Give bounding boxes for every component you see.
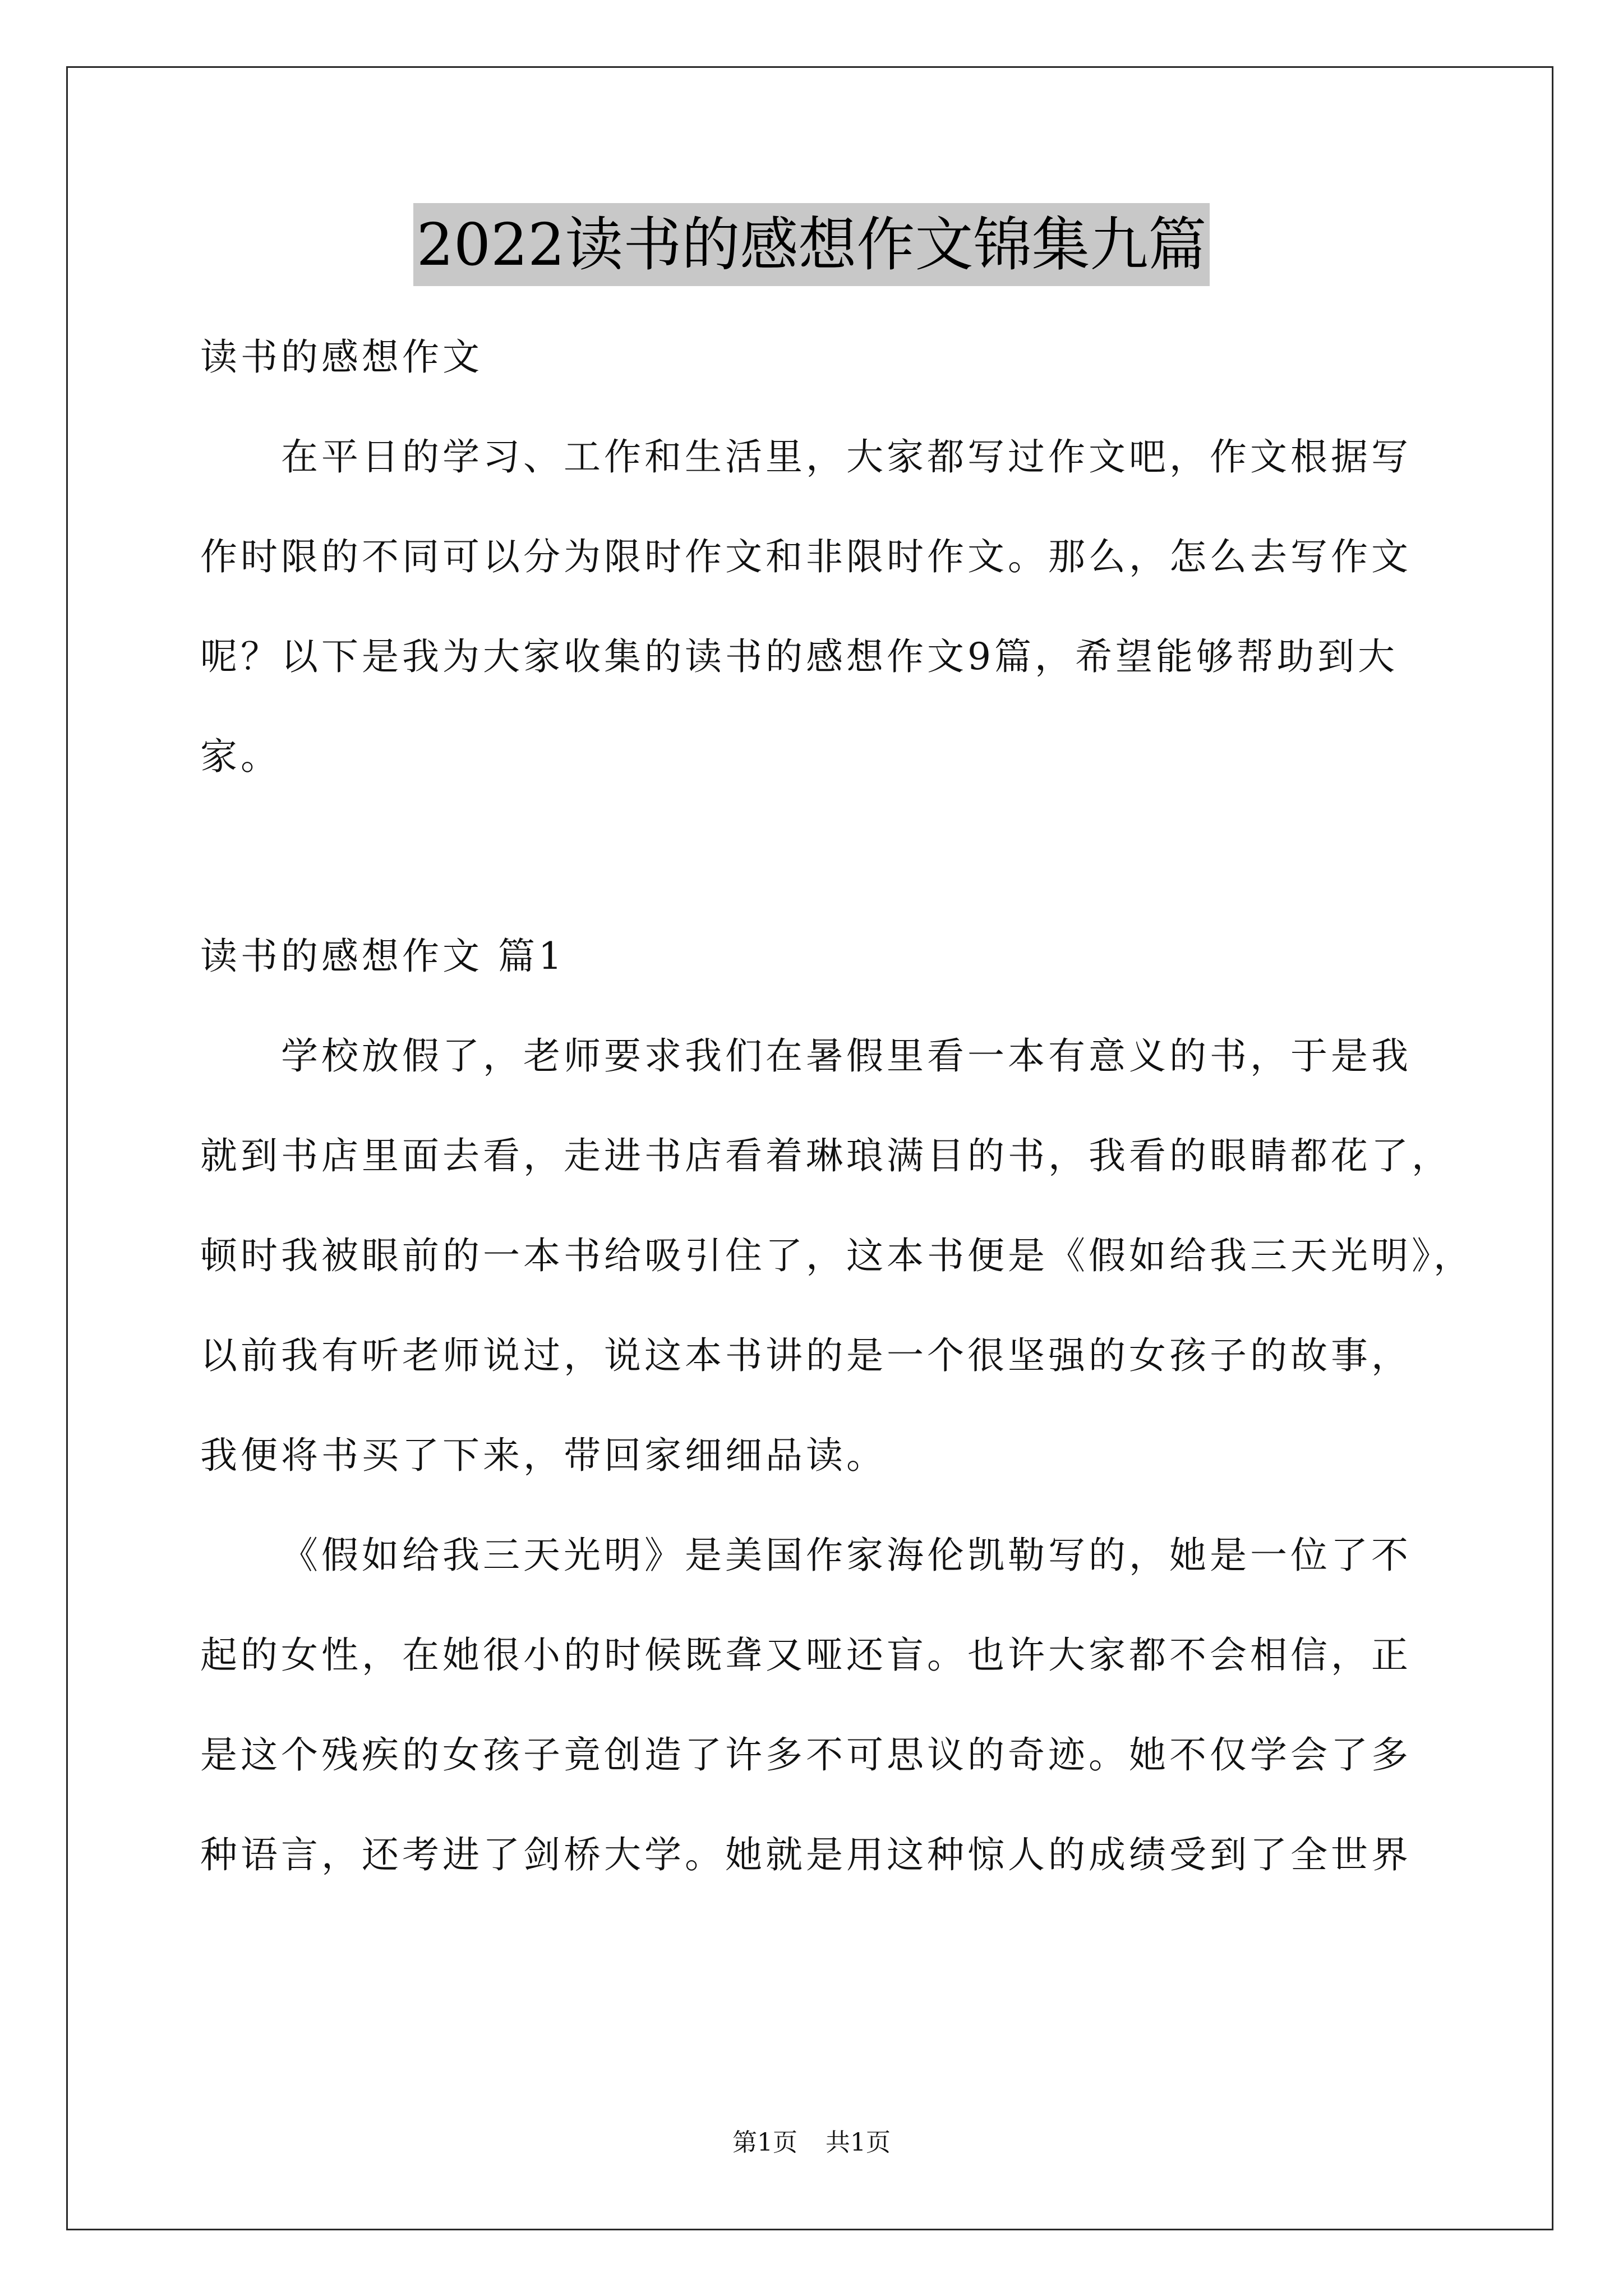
paragraph-line: 种语言，还考进了剑桥大学。她就是用这种惊人的成绩受到了全世界 (200, 1833, 1412, 1876)
page-total: 共1页 (826, 2128, 891, 2157)
intro-heading: 读书的感想作文 (200, 335, 483, 379)
paragraph-line: 是这个残疾的女孩子竟创造了许多不可思议的奇迹。她不仅学会了多 (200, 1733, 1412, 1777)
intro-line: 在平日的学习、工作和生活里，大家都写过作文吧，作文根据写 (281, 435, 1412, 478)
title-block (0, 203, 1623, 286)
paragraph-line: 我便将书买了下来，带回家细细品读。 (200, 1434, 887, 1477)
paragraph-line: 学校放假了，老师要求我们在暑假里看一本有意义的书，于是我 (281, 1034, 1412, 1078)
intro-line: 作时限的不同可以分为限时作文和非限时作文。那么，怎么去写作文 (200, 535, 1412, 578)
paragraph-line: 以前我有听老师说过，说这本书讲的是一个很坚强的女孩子的故事， (200, 1334, 1412, 1377)
paragraph-line: 《假如给我三天光明》是美国作家海伦凯勒写的，她是一位了不 (281, 1534, 1412, 1577)
paragraph-gap (200, 807, 1428, 907)
document-title: 2022读书的感想作文锦集九篇 (413, 203, 1210, 286)
section-heading: 读书的感想作文 篇1 (200, 935, 565, 978)
intro-line: 家。 (200, 735, 281, 778)
paragraph-line: 起的女性，在她很小的时候既聋又哑还盲。也许大家都不会相信，正 (200, 1634, 1412, 1677)
document-body (200, 307, 1474, 1905)
page-number: 第1页 (732, 2128, 797, 2157)
page-footer (0, 2126, 1623, 2160)
paragraph-line: 就到书店里面去看，走进书店看着琳琅满目的书，我看的眼睛都花了， (200, 1134, 1452, 1177)
intro-line: 呢？以下是我为大家收集的读书的感想作文9篇，希望能够帮助到大 (200, 635, 1398, 678)
paragraph-line: 顿时我被眼前的一本书给吸引住了，这本书便是《假如给我三天光明》， (200, 1234, 1474, 1277)
